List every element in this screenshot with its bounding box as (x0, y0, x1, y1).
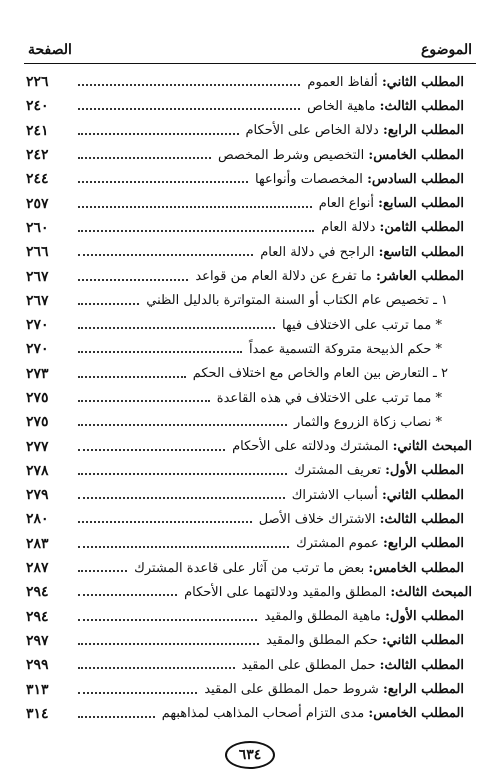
dot-leader (78, 133, 239, 135)
dot-leader (78, 667, 235, 669)
toc-entry-title (318, 220, 472, 235)
toc-entry-text: المطلق والمقيد ودلالتهما على الأحكام (184, 584, 391, 600)
toc-entry-heading-label: المبحث الثاني: (392, 439, 472, 455)
toc-entry-title (246, 342, 472, 357)
dot-leader (78, 497, 285, 499)
toc-entry-page: ٢٩٤ (26, 584, 49, 601)
toc-entry (26, 702, 472, 726)
toc-entry (26, 605, 472, 629)
toc-entry-page: ٢٧٠ (26, 317, 49, 334)
toc-entry-text: حمل المطلق على المقيد (241, 657, 380, 673)
toc-entry-page: ٢٧٥ (26, 390, 49, 406)
toc-entry (26, 143, 472, 167)
toc-entry (26, 289, 472, 313)
toc-entry-title (214, 391, 472, 406)
toc-entry (26, 410, 472, 434)
dot-leader (78, 643, 259, 645)
toc-entry-title (291, 463, 472, 478)
dot-leader (78, 400, 210, 402)
toc-entry-title (256, 512, 472, 527)
dot-leader (78, 157, 211, 159)
dot-leader (78, 303, 139, 305)
toc-entry-page: ٢٨٠ (26, 511, 49, 528)
toc-entry-title (257, 245, 472, 260)
toc-entry-title (252, 172, 472, 187)
toc-entry-text: * مما ترتب على الاختلاف فيها (282, 317, 442, 333)
toc-entry (26, 264, 472, 288)
toc-entry-page: ٢٤٠ (26, 98, 49, 115)
toc-entry-page: ٢٤٢ (26, 147, 49, 164)
topic-column-header: الموضوع (421, 42, 472, 58)
toc-entry-title (215, 148, 472, 163)
toc-entry-text: حكم المطلق والمقيد (266, 633, 382, 649)
toc-entry-page: ٢٤٤ (26, 171, 49, 188)
toc-entry (26, 240, 472, 264)
toc-entry (26, 434, 472, 458)
dot-leader (78, 230, 314, 232)
toc-entry-text: الراجح في دلالة العام (260, 244, 379, 260)
toc-entry (26, 483, 472, 507)
toc-entry-text: ألفاظ العموم (307, 74, 382, 90)
toc-entry-heading-label: المطلب العاشر: (375, 269, 464, 285)
toc-entry-page: ٢٦٧ (26, 268, 49, 285)
dot-leader (78, 254, 253, 256)
dot-leader (78, 84, 300, 86)
toc-entry-text: تعريف المشترك (294, 463, 386, 479)
dot-leader (78, 546, 289, 548)
dot-leader (78, 473, 287, 475)
dot-leader (78, 279, 188, 281)
toc-entry (26, 191, 472, 215)
dot-leader (78, 692, 197, 694)
toc-entry-title (304, 75, 472, 90)
toc-entry-text: أسباب الاشتراك (291, 487, 382, 503)
toc-entry-title (190, 366, 472, 381)
toc-entry (26, 362, 472, 386)
toc-entry-page: ٢٧٥ (26, 414, 49, 431)
toc-entry-title (201, 682, 472, 697)
toc-entry-title (316, 196, 472, 211)
toc-entry-page: ٢٩٤ (26, 608, 49, 625)
toc-entry-title (239, 658, 472, 673)
toc-entry-text: شروط حمل المطلق على المقيد (204, 682, 383, 698)
toc-entry-heading-label: المطلب الرابع: (382, 682, 464, 698)
toc-entry-page: ٣١٣ (26, 681, 49, 698)
toc-entry (26, 507, 472, 531)
page-column-header: الصفحة (28, 42, 72, 58)
header-rule (24, 63, 476, 64)
toc-entry-text: ماهية المطلق والمقيد (264, 609, 386, 625)
toc-entry-page: ٢٧٨ (26, 462, 49, 479)
toc-entry-heading-label: المطلب الثالث: (379, 98, 464, 114)
dot-leader (78, 594, 177, 596)
toc-entry-title (192, 269, 472, 284)
toc-entry-title (159, 706, 472, 721)
toc-entry-title (289, 488, 472, 503)
toc-entry-text: المخصصات وأنواعها (255, 171, 368, 187)
toc-entry-page: ٢٧٩ (26, 487, 49, 504)
toc-entry-page: ٢٤١ (26, 122, 49, 139)
dot-leader (78, 521, 252, 523)
toc-entry (26, 119, 472, 143)
toc-entry-text: أنواع العام (318, 196, 379, 212)
toc-entry-heading-label: المطلب الأول: (385, 463, 464, 479)
toc-entry-title (279, 318, 472, 333)
toc-entry-title (143, 293, 472, 308)
toc-entry-title (229, 439, 472, 454)
toc-entry-heading-label: المبحث الثالث: (390, 584, 472, 600)
toc-entry-text: المشترك ودلالته على الأحكام (232, 439, 393, 455)
toc-entry (26, 677, 472, 701)
dot-leader (78, 619, 257, 621)
toc-entry-page: ٢٦٧ (26, 292, 49, 309)
toc-entry-page: ٢٦٦ (26, 244, 49, 261)
toc-entry-page: ٢٥٧ (26, 195, 49, 212)
dot-leader (78, 206, 312, 208)
toc-entry (26, 70, 472, 94)
toc-entry-text: مدى التزام أصحاب المذاهب لمذاهبهم (161, 706, 369, 722)
toc-entry-heading-label: المطلب الثاني: (381, 74, 464, 90)
toc-entry-title (181, 585, 472, 600)
toc-entry-heading-label: المطلب الثالث: (379, 657, 464, 673)
toc-entry-page: ٢٧٧ (26, 438, 49, 455)
toc-entry-text: عموم المشترك (296, 536, 383, 552)
toc-entry-heading-label: المطلب الثاني: (381, 633, 464, 649)
toc-entry-heading-label: المطلب الخامس: (368, 147, 464, 163)
toc-entry (26, 459, 472, 483)
toc-entry-text: * مما ترتب على الاختلاف في هذه القاعدة (216, 390, 442, 406)
toc-entry-heading-label: المطلب الخامس: (368, 560, 464, 576)
toc-entry-text: ١ ـ تخصيص عام الكتاب أو السنة المتواترة بالدليل الظني (146, 293, 448, 309)
toc-entry (26, 556, 472, 580)
dot-leader (78, 716, 155, 718)
toc-entry (26, 216, 472, 240)
toc-entry (26, 337, 472, 361)
toc-entry-text: بعض ما ترتب من آثار على قاعدة المشترك (134, 560, 369, 576)
toc-entry-text: دلالة العام (321, 220, 380, 236)
toc-entry-page: ٣١٤ (26, 705, 49, 722)
toc-entry-heading-label: المطلب الرابع: (382, 123, 464, 139)
toc-entry-heading-label: المطلب الثامن: (379, 220, 464, 236)
dot-leader (78, 570, 127, 572)
toc-entry-heading-label: المطلب السادس: (367, 171, 464, 187)
toc-entry-title (261, 609, 472, 624)
toc-entry-title (243, 123, 473, 138)
page-number-badge (225, 741, 275, 769)
toc-entry-title (291, 415, 472, 430)
dot-leader (78, 449, 225, 451)
dot-leader (78, 351, 242, 353)
dot-leader (78, 424, 287, 426)
toc-entry-page: ٢٧٣ (26, 365, 49, 382)
toc-entry-page: ٢٩٧ (26, 632, 49, 649)
toc-entry-text: * حكم الذبيحة متروكة التسمية عمداً (248, 341, 442, 357)
toc-entry-heading-label: المطلب الثالث: (379, 511, 464, 527)
toc-entry-heading-label: المطلب التاسع: (378, 244, 464, 260)
toc-entry-heading-label: المطلب السابع: (378, 196, 464, 212)
toc-entry-title (131, 561, 472, 576)
toc-entry-title (263, 633, 472, 648)
toc-entry-text: ماهية الخاص (307, 98, 380, 114)
page-number: ٦٣٤ (238, 747, 262, 763)
toc-entry (26, 580, 472, 604)
toc-entry-heading-label: المطلب الخامس: (368, 706, 464, 722)
toc-entry-heading-label: المطلب الرابع: (382, 536, 464, 552)
toc-entry-text: * نصاب زكاة الزروع والثمار (294, 414, 442, 430)
toc-entry-text: التخصيص وشرط المخصص (217, 147, 369, 163)
toc-entry (26, 167, 472, 191)
toc-entry-title (293, 536, 472, 551)
toc-entry-text: ما تفرع عن دلالة العام من قواعد (195, 269, 376, 285)
toc-entry-page: ٢٨٣ (26, 535, 49, 552)
toc-entry-text: ٢ ـ التعارض بين العام والخاص مع اختلاف الحكم (192, 366, 448, 382)
toc-entry (26, 629, 472, 653)
toc-entry-page: ٢٨٧ (26, 560, 49, 577)
toc-entry-title (304, 99, 472, 114)
toc-entry (26, 532, 472, 556)
dot-leader (78, 181, 248, 183)
toc-entry (26, 653, 472, 677)
toc-entry (26, 94, 472, 118)
toc-entry (26, 313, 472, 337)
dot-leader (78, 376, 186, 378)
toc-entry-text: دلالة الخاص على الأحكام (245, 123, 383, 139)
toc-entry-page: ٢٧٠ (26, 341, 49, 358)
toc-entry (26, 386, 472, 410)
dot-leader (78, 327, 275, 329)
toc-entry-heading-label: المطلب الأول: (385, 609, 464, 625)
dot-leader (78, 108, 300, 110)
toc-entry-heading-label: المطلب الثاني: (381, 487, 464, 503)
toc-entry-text: الاشتراك خلاف الأصل (258, 511, 380, 527)
toc-list (26, 70, 472, 726)
toc-entry-page: ٢٦٠ (26, 219, 49, 236)
toc-entry-page: ٢٢٦ (26, 74, 49, 91)
toc-entry-page: ٢٩٩ (26, 657, 49, 674)
